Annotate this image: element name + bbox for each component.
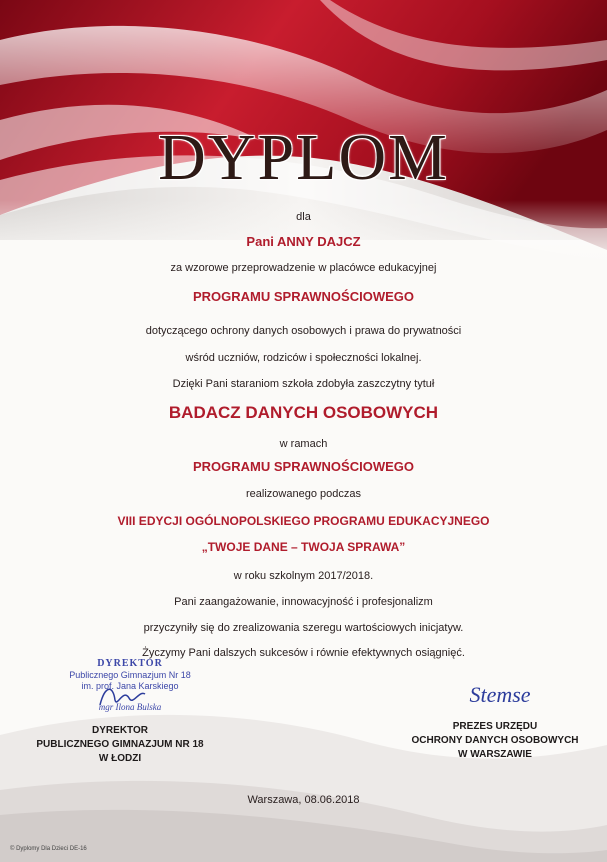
right-signatory-line-1: PREZES URZĘDU (452, 721, 538, 732)
program-title: „TWOJE DANE – TWOJA SPRAWA” (201, 540, 406, 554)
dla-text: dla (296, 211, 311, 223)
stamp-name: mgr Ilona Bulska (98, 702, 162, 712)
school-year-text: w roku szkolnym 2017/2018. (233, 570, 374, 582)
stamp-line-3: im. prof. Jana Karskiego (81, 681, 179, 691)
left-signatory (20, 724, 220, 766)
program-name-2: PROGRAMU SPRAWNOŚCIOWEGO (192, 459, 414, 474)
right-signatory (395, 720, 595, 762)
footer-copyright: © Dyplomy Dla Dzieci DE-16 (10, 846, 87, 852)
concerning-text-2: wśród uczniów, rodziców i społeczności lokalnej. (185, 352, 422, 364)
program-name-1: PROGRAMU SPRAWNOŚCIOWEGO (192, 289, 414, 304)
concerning-text-1: dotyczącego ochrony danych osobowych i prawa do prywatności (145, 325, 462, 337)
commitment-text-2: przyczyniły się do zrealizowania szeregu wartościowych inicjatyw. (143, 622, 464, 634)
wishes-text: Życzymy Pani dalszych sukcesów i równie efektywnych osiągnięć. (142, 647, 465, 659)
left-signatory-line-2: PUBLICZNEGO GIMNAZJUM NR 18 (36, 739, 204, 750)
w-ramach-text: w ramach (279, 438, 328, 450)
recipient-name: Pani ANNY DAJCZ (246, 234, 361, 249)
award-title: BADACZ DANYCH OSOBOWYCH (168, 403, 439, 422)
edition-text: VIII EDYCJI OGÓLNOPOLSKIEGO PROGRAMU EDUKACYJNEGO (117, 514, 490, 528)
reason-text: za wzorowe przeprowadzenie w placówce edukacyjnej (170, 262, 437, 274)
stamp-line-2: Publicznego Gimnazjum Nr 18 (69, 670, 191, 680)
right-signatory-line-2: OCHRONY DANYCH OSOBOWYCH (411, 735, 579, 746)
left-signatory-line-1: DYREKTOR (92, 725, 148, 736)
realized-text: realizowanego podczas (246, 488, 361, 500)
thanks-text: Dzięki Pani staraniom szkoła zdobyła zaszczytny tytuł (172, 378, 435, 390)
commitment-text-1: Pani zaangażowanie, innowacyjność i profesjonalizm (174, 596, 433, 608)
left-signature-scribble (95, 680, 155, 710)
right-signature: Stemse (469, 682, 531, 707)
left-signatory-line-3: W ŁODZI (98, 753, 142, 764)
place-date: Warszawa, 08.06.2018 (247, 794, 360, 806)
right-signatory-line-3: W WARSZAWIE (458, 749, 532, 760)
diploma-title: DYPLOM (158, 121, 449, 194)
stamp-line-1: DYREKTOR (97, 658, 163, 669)
